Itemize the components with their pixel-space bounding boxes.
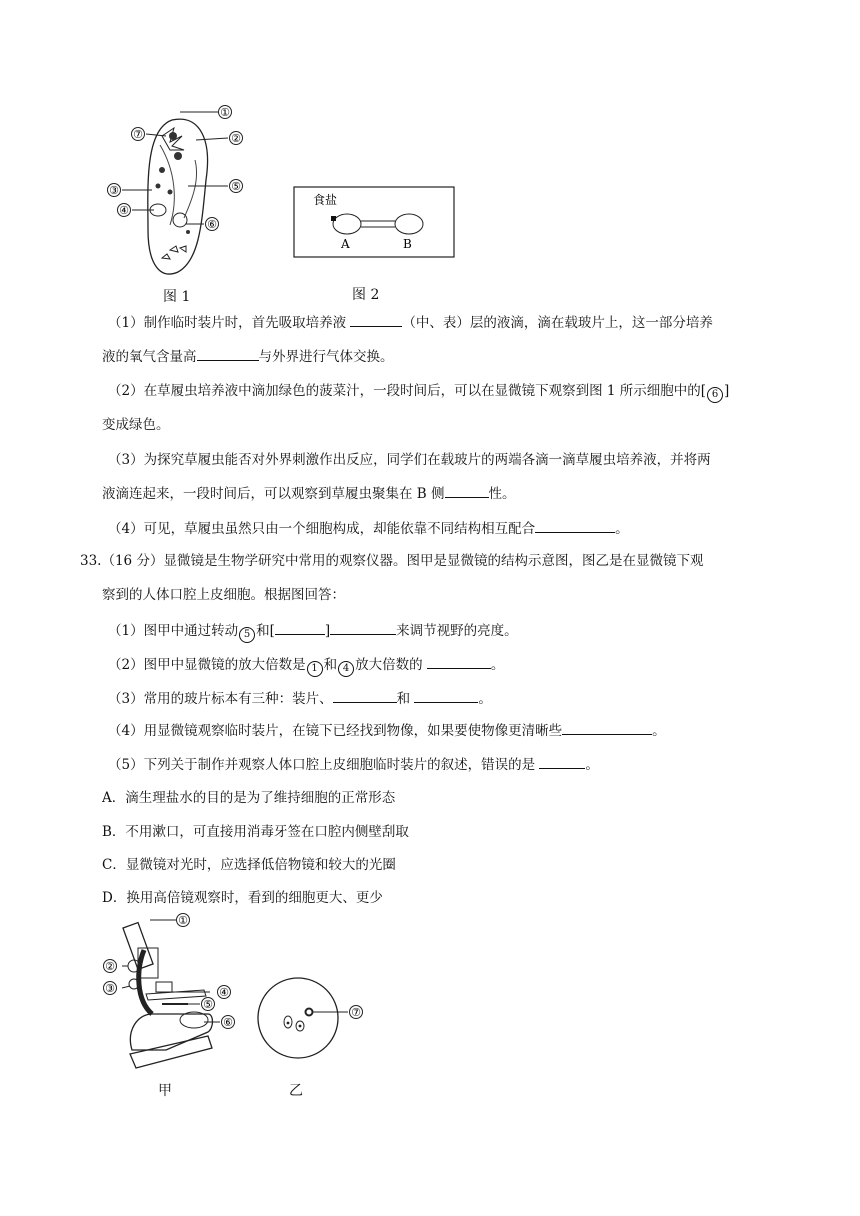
q32-item-1-cont: 液的氧气含量高 与外界进行气体交换。: [102, 346, 394, 367]
jia-label-4: ④: [219, 986, 229, 999]
q33-option-d: D．换用高倍镜观察时，看到的细胞更大、更少: [102, 890, 383, 906]
jia-label-5: ⑤: [203, 998, 213, 1011]
figure-2-caption: 图 2: [352, 287, 380, 303]
fig1-label-5: ⑤: [231, 180, 241, 193]
fig2-salt-label: 食盐: [313, 193, 338, 207]
q33-option-a: A．滴生理盐水的目的是为了维持细胞的正常形态: [102, 790, 396, 806]
fig1-label-3: ③: [109, 184, 119, 197]
jia-label-6: ⑥: [223, 1016, 233, 1029]
q33-option-b: B．不用漱口，可直接用消毒牙签在口腔内侧壁刮取: [102, 824, 409, 840]
q33-item-1: （1）图甲中通过转动 5 和[ ] 来调节视野的亮度。: [108, 620, 518, 643]
q33-item-5: （5）下列关于制作并观察人体口腔上皮细胞临时装片的叙述，错误的是 。: [108, 754, 599, 775]
q33-option-c: C．显微镜对光时，应选择低倍物镜和较大的光圈: [102, 857, 396, 873]
q32-item-1: （1）制作临时装片时，首先吸取培养液 （中、表）层的液滴，滴在载玻片上，这一部分培养: [108, 312, 713, 333]
figure-jia-microscope: [96, 910, 256, 1078]
figure-2-slide: [293, 186, 455, 258]
fig1-label-2: ②: [231, 132, 241, 145]
figure-yi-caption: 乙: [289, 1083, 303, 1099]
fig2-a-label: A: [341, 237, 350, 251]
q33-item-3: （3）常用的玻片标本有三种：装片、 和 。: [108, 688, 492, 709]
figure-1-paramecium: [100, 100, 260, 285]
q32-item-4: （4）可见，草履虫虽然只由一个细胞构成，却能依靠不同结构相互配合 。: [108, 518, 629, 539]
fig1-label-6: ⑥: [207, 218, 217, 231]
fig2-b-label: B: [403, 237, 412, 251]
fig1-label-4: ④: [119, 204, 129, 217]
q32-item-3-cont: 液滴连起来，一段时间后，可以观察到草履虫聚集在 B 侧 性。: [102, 483, 516, 504]
jia-label-3: ③: [105, 982, 115, 995]
figure-1-caption: 图 1: [163, 289, 191, 305]
q32-item-3: （3）为探究草履虫能否对外界刺激作出反应，同学们在载玻片的两端各滴一滴草履虫培养液，并将两: [108, 452, 711, 468]
q32-item-2: （2）在草履虫培养液中滴加绿色的菠菜汁，一段时间后，可以在显微镜下观察到图 1 所示细胞中的[ 6 ]: [108, 381, 729, 403]
jia-label-1: ①: [178, 914, 188, 927]
fig1-label-7: ⑦: [133, 128, 143, 141]
q33-heading-cont: 察到的人体口腔上皮细胞。根据图回答：: [102, 587, 345, 603]
q33-item-4: （4）用显微镜观察临时装片，在镜下已经找到物像，如果要使物像更清晰些 。: [108, 720, 666, 741]
q33-heading: 33.（16 分）显微镜是生物学研究中常用的观察仪器。图甲是显微镜的结构示意图，图乙是在显微镜下观: [80, 553, 704, 569]
figure-jia-caption: 甲: [158, 1083, 172, 1099]
figure-yi-view: [256, 968, 372, 1072]
q33-item-2: （2）图甲中显微镜的放大倍数是 1 和 4 放大倍数的 。: [108, 654, 504, 677]
jia-label-2: ②: [105, 960, 115, 973]
fig1-label-1: ①: [220, 106, 230, 119]
q32-item-2-cont: 变成绿色。: [102, 417, 170, 433]
yi-label-7: ⑦: [351, 1006, 361, 1019]
